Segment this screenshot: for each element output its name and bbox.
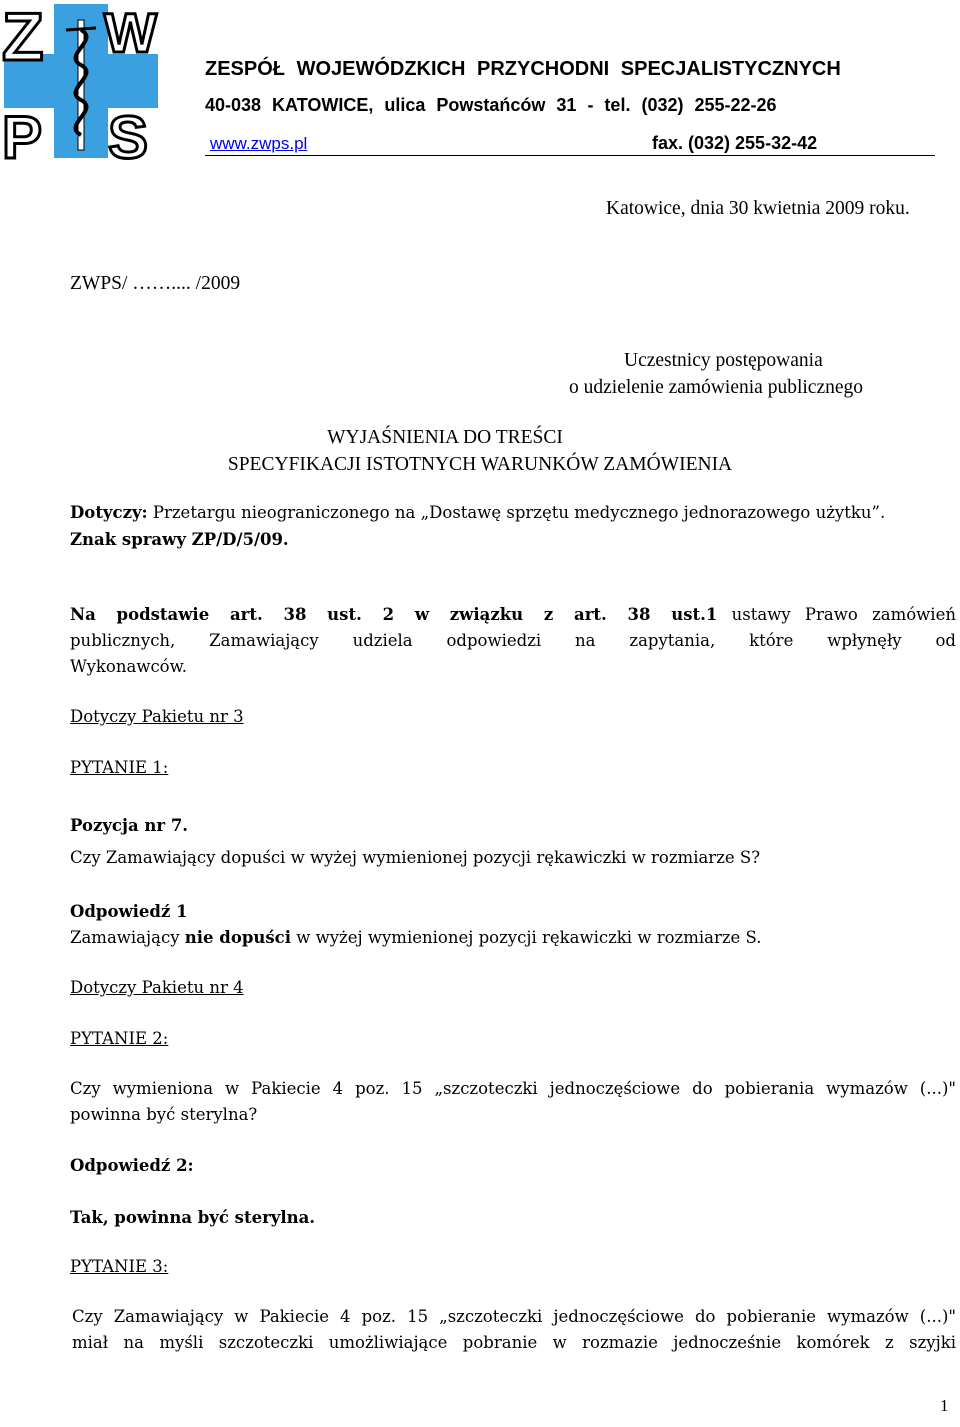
question-3-line-2: miał na myśli szczoteczki umożliwiające pobranie w rozmazie jednocześnie komórek z szyjki [72,1333,956,1352]
org-fax: fax. (032) 255-32-42 [652,133,818,153]
subject-line-1 [70,503,885,522]
question-1-heading: PYTANIE 1: [70,758,169,777]
answer-2-heading: Odpowiedź 2: [70,1156,194,1175]
intro-legal-basis: Na podstawie art. 38 ust. 2 w związku z art. 38 ust.1 [70,605,718,624]
answer-2-text: Tak, powinna być sterylna. [70,1208,316,1227]
answer-1-heading: Odpowiedź 1 [70,902,188,921]
zwps-logo [0,0,162,162]
subject-case-number: Znak sprawy ZP/D/5/09. [70,530,289,549]
reference-number: ZWPS/ …….... /2009 [70,273,241,294]
answer-1-pre: Zamawiający [70,928,180,947]
title-line-2: SPECYFIKACJI ISTOTNYCH WARUNKÓW ZAMÓWIENIA [227,454,733,475]
pakiet-4-heading: Dotyczy Pakietu nr 4 [70,978,244,997]
subject-label: Dotyczy: [70,503,148,522]
answer-1-bold: nie dopuści [184,928,291,947]
answer-1-text [70,928,762,947]
logo-letter-w: W [104,1,157,64]
question-2-heading: PYTANIE 2: [70,1029,169,1048]
logo-letter-p: P [2,104,43,162]
page-number: 1 [940,1396,949,1415]
website-link[interactable]: www.zwps.pl [210,134,308,153]
intro-line-3: Wykonawców. [70,657,188,676]
question-1-position: Pozycja nr 7. [70,816,189,835]
pakiet-3-heading: Dotyczy Pakietu nr 3 [70,707,244,726]
answer-1-post: w wyżej wymienionej pozycji rękawiczki w rozmiarze S. [296,928,762,947]
logo-letter-z: Z [2,0,44,75]
intro-line-1 [70,605,956,624]
date-line: Katowice, dnia 30 kwietnia 2009 roku. [606,198,910,219]
recipient-line-1: Uczestnicy postępowania [624,350,823,371]
question-2-line-2: powinna być sterylna? [70,1105,258,1124]
intro-line-2: publicznych, Zamawiający udziela odpowiedzi na zapytania, które wpłynęły od [70,631,956,650]
intro-line-1-rest: ustawy Prawo zamówień [731,605,956,624]
org-address: 40-038 KATOWICE, ulica Powstańców 31 - tel. (032) 255-22-26 [205,95,777,115]
question-2-line-1: Czy wymieniona w Pakiecie 4 poz. 15 „szczoteczki jednoczęściowe do pobierania wymazów (...)" [70,1079,956,1098]
header-rule [205,155,935,156]
title-line-1: WYJAŚNIENIA DO TREŚCI [327,427,563,448]
question-1-text: Czy Zamawiający dopuści w wyżej wymienionej pozycji rękawiczki w rozmiarze S? [70,848,761,867]
recipient-line-2: o udzielenie zamówienia publicznego [569,377,864,398]
subject-text: Przetargu nieograniczonego na „Dostawę sprzętu medycznego jednorazowego użytku”. [152,503,886,522]
org-name: ZESPÓŁ WOJEWÓDZKICH PRZYCHODNI SPECJALISTYCZNYCH [205,58,841,80]
question-3-heading: PYTANIE 3: [70,1257,169,1276]
question-3-line-1: Czy Zamawiający w Pakiecie 4 poz. 15 „szczoteczki jednoczęściowe do pobieranie wymazów (...)" [72,1307,956,1326]
logo-letter-s: S [108,104,149,162]
